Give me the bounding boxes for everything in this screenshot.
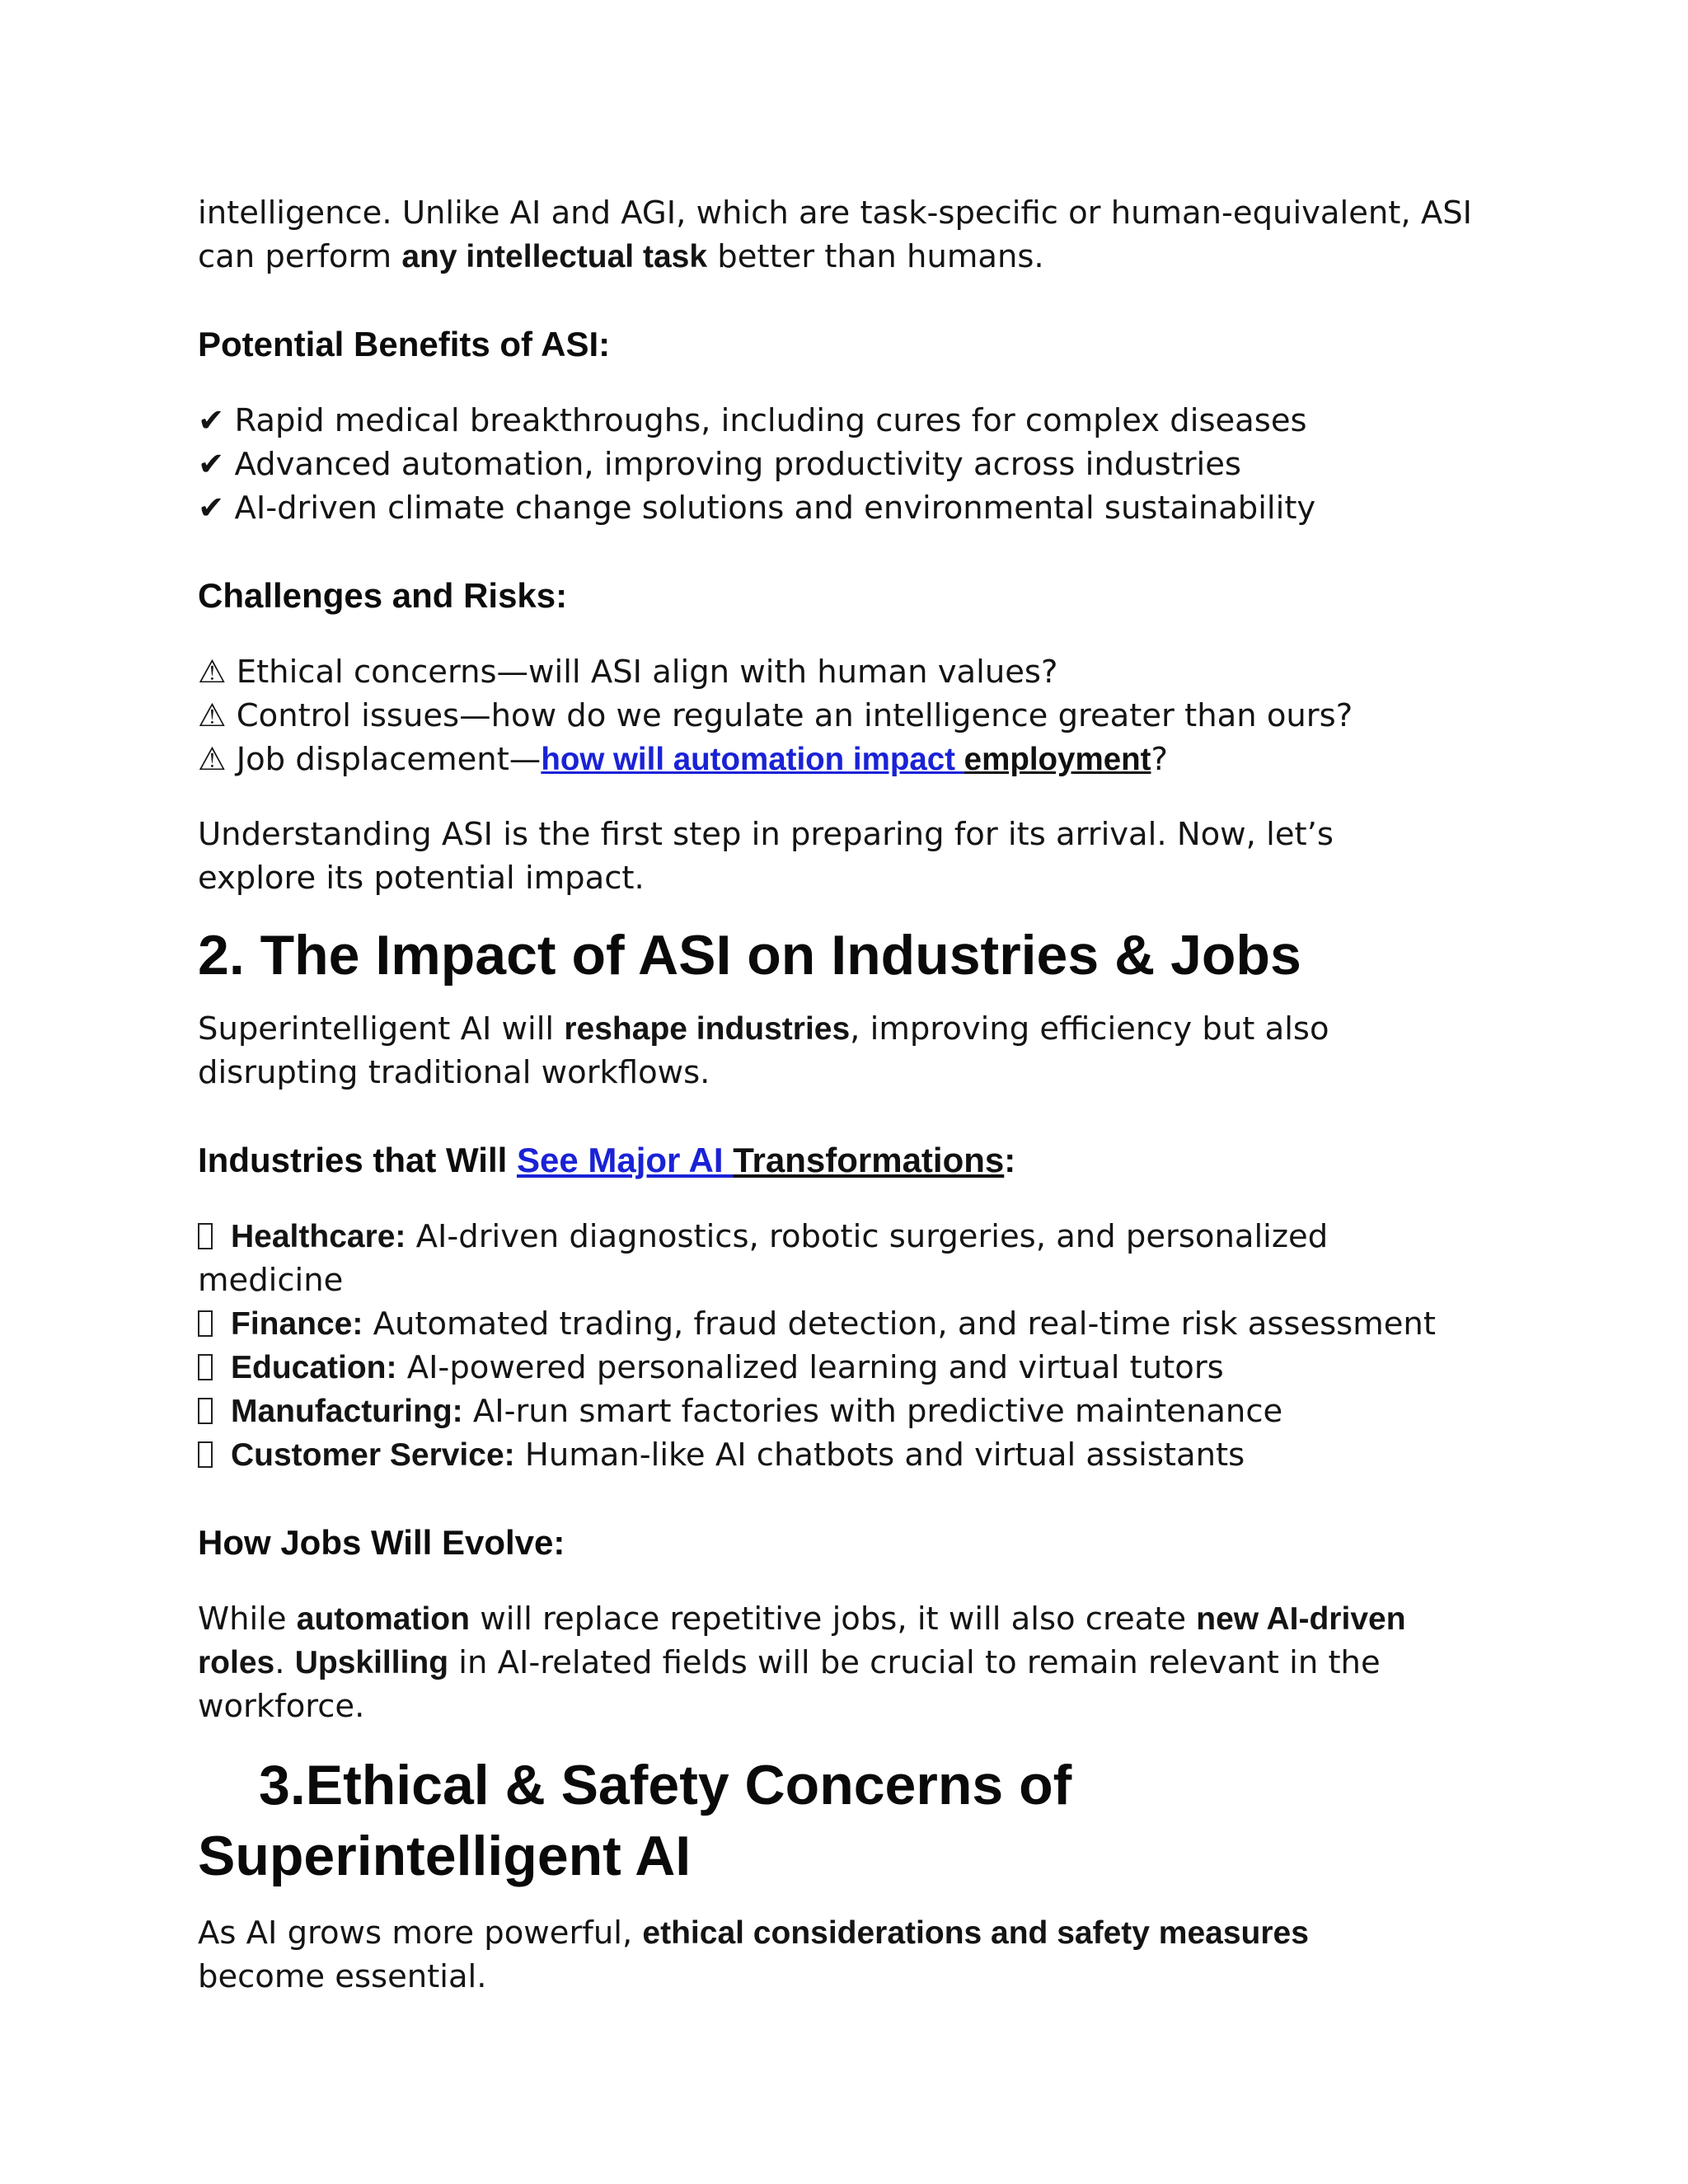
industries-heading-text: Industries that Will xyxy=(198,1141,517,1179)
section-2-heading: 2. The Impact of ASI on Industries & Jobs xyxy=(198,924,1301,987)
jobs-bold: automation xyxy=(296,1601,470,1637)
industry-label: Finance: xyxy=(231,1306,363,1342)
intro-text: can perform xyxy=(198,238,402,275)
jobs-line-3: workforce. xyxy=(198,1688,365,1725)
closing-line-2: explore its potential impact. xyxy=(198,860,645,897)
jobs-bold: new AI-driven xyxy=(1196,1601,1406,1637)
industry-text: AI-powered personalized learning and virtual tutors xyxy=(396,1349,1224,1386)
section-3-line-2: become essential. xyxy=(198,1958,487,1995)
benefit-item: ✔ Advanced automation, improving productivity across industries xyxy=(198,446,1241,483)
section-2-text-end: , improving efficiency but also xyxy=(850,1010,1329,1047)
section-3-text: As AI grows more powerful, xyxy=(198,1915,643,1952)
major-ai-link[interactable]: See Major AI xyxy=(516,1141,734,1179)
industry-item-healthcare xyxy=(198,1215,1484,1258)
industry-item-customer-service xyxy=(198,1433,1484,1477)
risk-item xyxy=(198,738,1484,781)
industry-item-manufacturing xyxy=(198,1390,1484,1433)
closing-paragraph xyxy=(198,813,1484,900)
risk-item-end: ? xyxy=(1151,741,1168,778)
section-2-paragraph xyxy=(198,1007,1484,1094)
risk-item: ⚠ Control issues—how do we regulate an intelligence greater than ours? xyxy=(198,697,1353,734)
industry-text: AI-run smart factories with predictive maintenance xyxy=(462,1393,1283,1430)
section-3-line-1 xyxy=(198,1911,1484,1955)
intro-bold: any intellectual task xyxy=(401,239,708,274)
industry-item-healthcare-cont: medicine xyxy=(198,1262,344,1299)
industries-list xyxy=(198,1215,1484,1477)
jobs-text: While xyxy=(198,1601,297,1638)
section-2-line-1 xyxy=(198,1007,1484,1051)
automation-impact-link[interactable]: how will automation impact xyxy=(541,742,964,777)
closing-line-1: Understanding ASI is the first step in preparing for its arrival. Now, let’s xyxy=(198,816,1334,853)
section-3-paragraph xyxy=(198,1911,1484,1999)
missing-glyph-icon xyxy=(198,1310,213,1337)
document-content xyxy=(198,191,1484,1999)
industry-item-finance xyxy=(198,1302,1484,1346)
missing-glyph-icon xyxy=(198,1398,213,1424)
industry-text: Human-like AI chatbots and virtual assistants xyxy=(514,1436,1245,1474)
risks-heading: Challenges and Risks: xyxy=(198,576,568,615)
risk-item: ⚠ Ethical concerns—will ASI align with human values? xyxy=(198,654,1058,691)
industry-item-education xyxy=(198,1346,1484,1390)
industries-heading xyxy=(198,1137,1484,1183)
transformations-link[interactable]: Transformations xyxy=(733,1141,1005,1179)
jobs-line-1 xyxy=(198,1597,1484,1641)
missing-glyph-icon xyxy=(198,1354,213,1380)
industries-heading-end: : xyxy=(1004,1141,1016,1179)
missing-glyph-icon xyxy=(198,1223,213,1249)
missing-glyph-icon xyxy=(198,1441,213,1468)
jobs-text: . xyxy=(274,1644,295,1681)
industry-text: Automated trading, fraud detection, and real-time risk assessment xyxy=(363,1305,1436,1343)
benefit-item: ✔ AI-driven climate change solutions and environmental sustainability xyxy=(198,490,1316,527)
jobs-heading: How Jobs Will Evolve: xyxy=(198,1523,565,1562)
benefits-list xyxy=(198,399,1484,530)
risk-item-text: ⚠ Job displacement— xyxy=(198,741,542,778)
intro-paragraph xyxy=(198,191,1484,279)
section-2-line-2: disrupting traditional workflows. xyxy=(198,1054,710,1091)
benefit-item: ✔ Rapid medical breakthroughs, including cures for complex diseases xyxy=(198,402,1307,439)
industry-label: Manufacturing: xyxy=(231,1394,463,1429)
employment-link[interactable]: employment xyxy=(964,742,1151,777)
industry-label: Customer Service: xyxy=(231,1437,515,1473)
jobs-bold: Upskilling xyxy=(294,1645,449,1680)
jobs-text: in AI-related fields will be crucial to remain relevant in the xyxy=(448,1644,1381,1681)
jobs-bold: roles xyxy=(198,1645,275,1680)
section-3-bold: ethical considerations and safety measures xyxy=(642,1915,1309,1951)
section-3-heading xyxy=(198,1750,1484,1891)
industry-text: AI-driven diagnostics, robotic surgeries, and personalized xyxy=(406,1218,1329,1255)
intro-text-end: better than humans. xyxy=(707,238,1044,275)
intro-line-1: intelligence. Unlike AI and AGI, which are task-specific or human-equivalent, ASI xyxy=(198,194,1472,232)
section-3-heading-line-2: Superintelligent AI xyxy=(198,1825,692,1887)
section-2-bold: reshape industries xyxy=(564,1011,851,1047)
jobs-text: will replace repetitive jobs, it will also create xyxy=(469,1601,1197,1638)
section-3-heading-line-1: 3.Ethical & Safety Concerns of xyxy=(259,1754,1072,1816)
jobs-paragraph xyxy=(198,1597,1484,1728)
industry-label: Education: xyxy=(231,1350,397,1385)
intro-line-2 xyxy=(198,235,1484,279)
section-2-text: Superintelligent AI will xyxy=(198,1010,565,1047)
jobs-line-2 xyxy=(198,1641,1484,1685)
risks-list xyxy=(198,650,1484,781)
benefits-heading: Potential Benefits of ASI: xyxy=(198,325,611,363)
industry-label: Healthcare: xyxy=(231,1219,406,1254)
